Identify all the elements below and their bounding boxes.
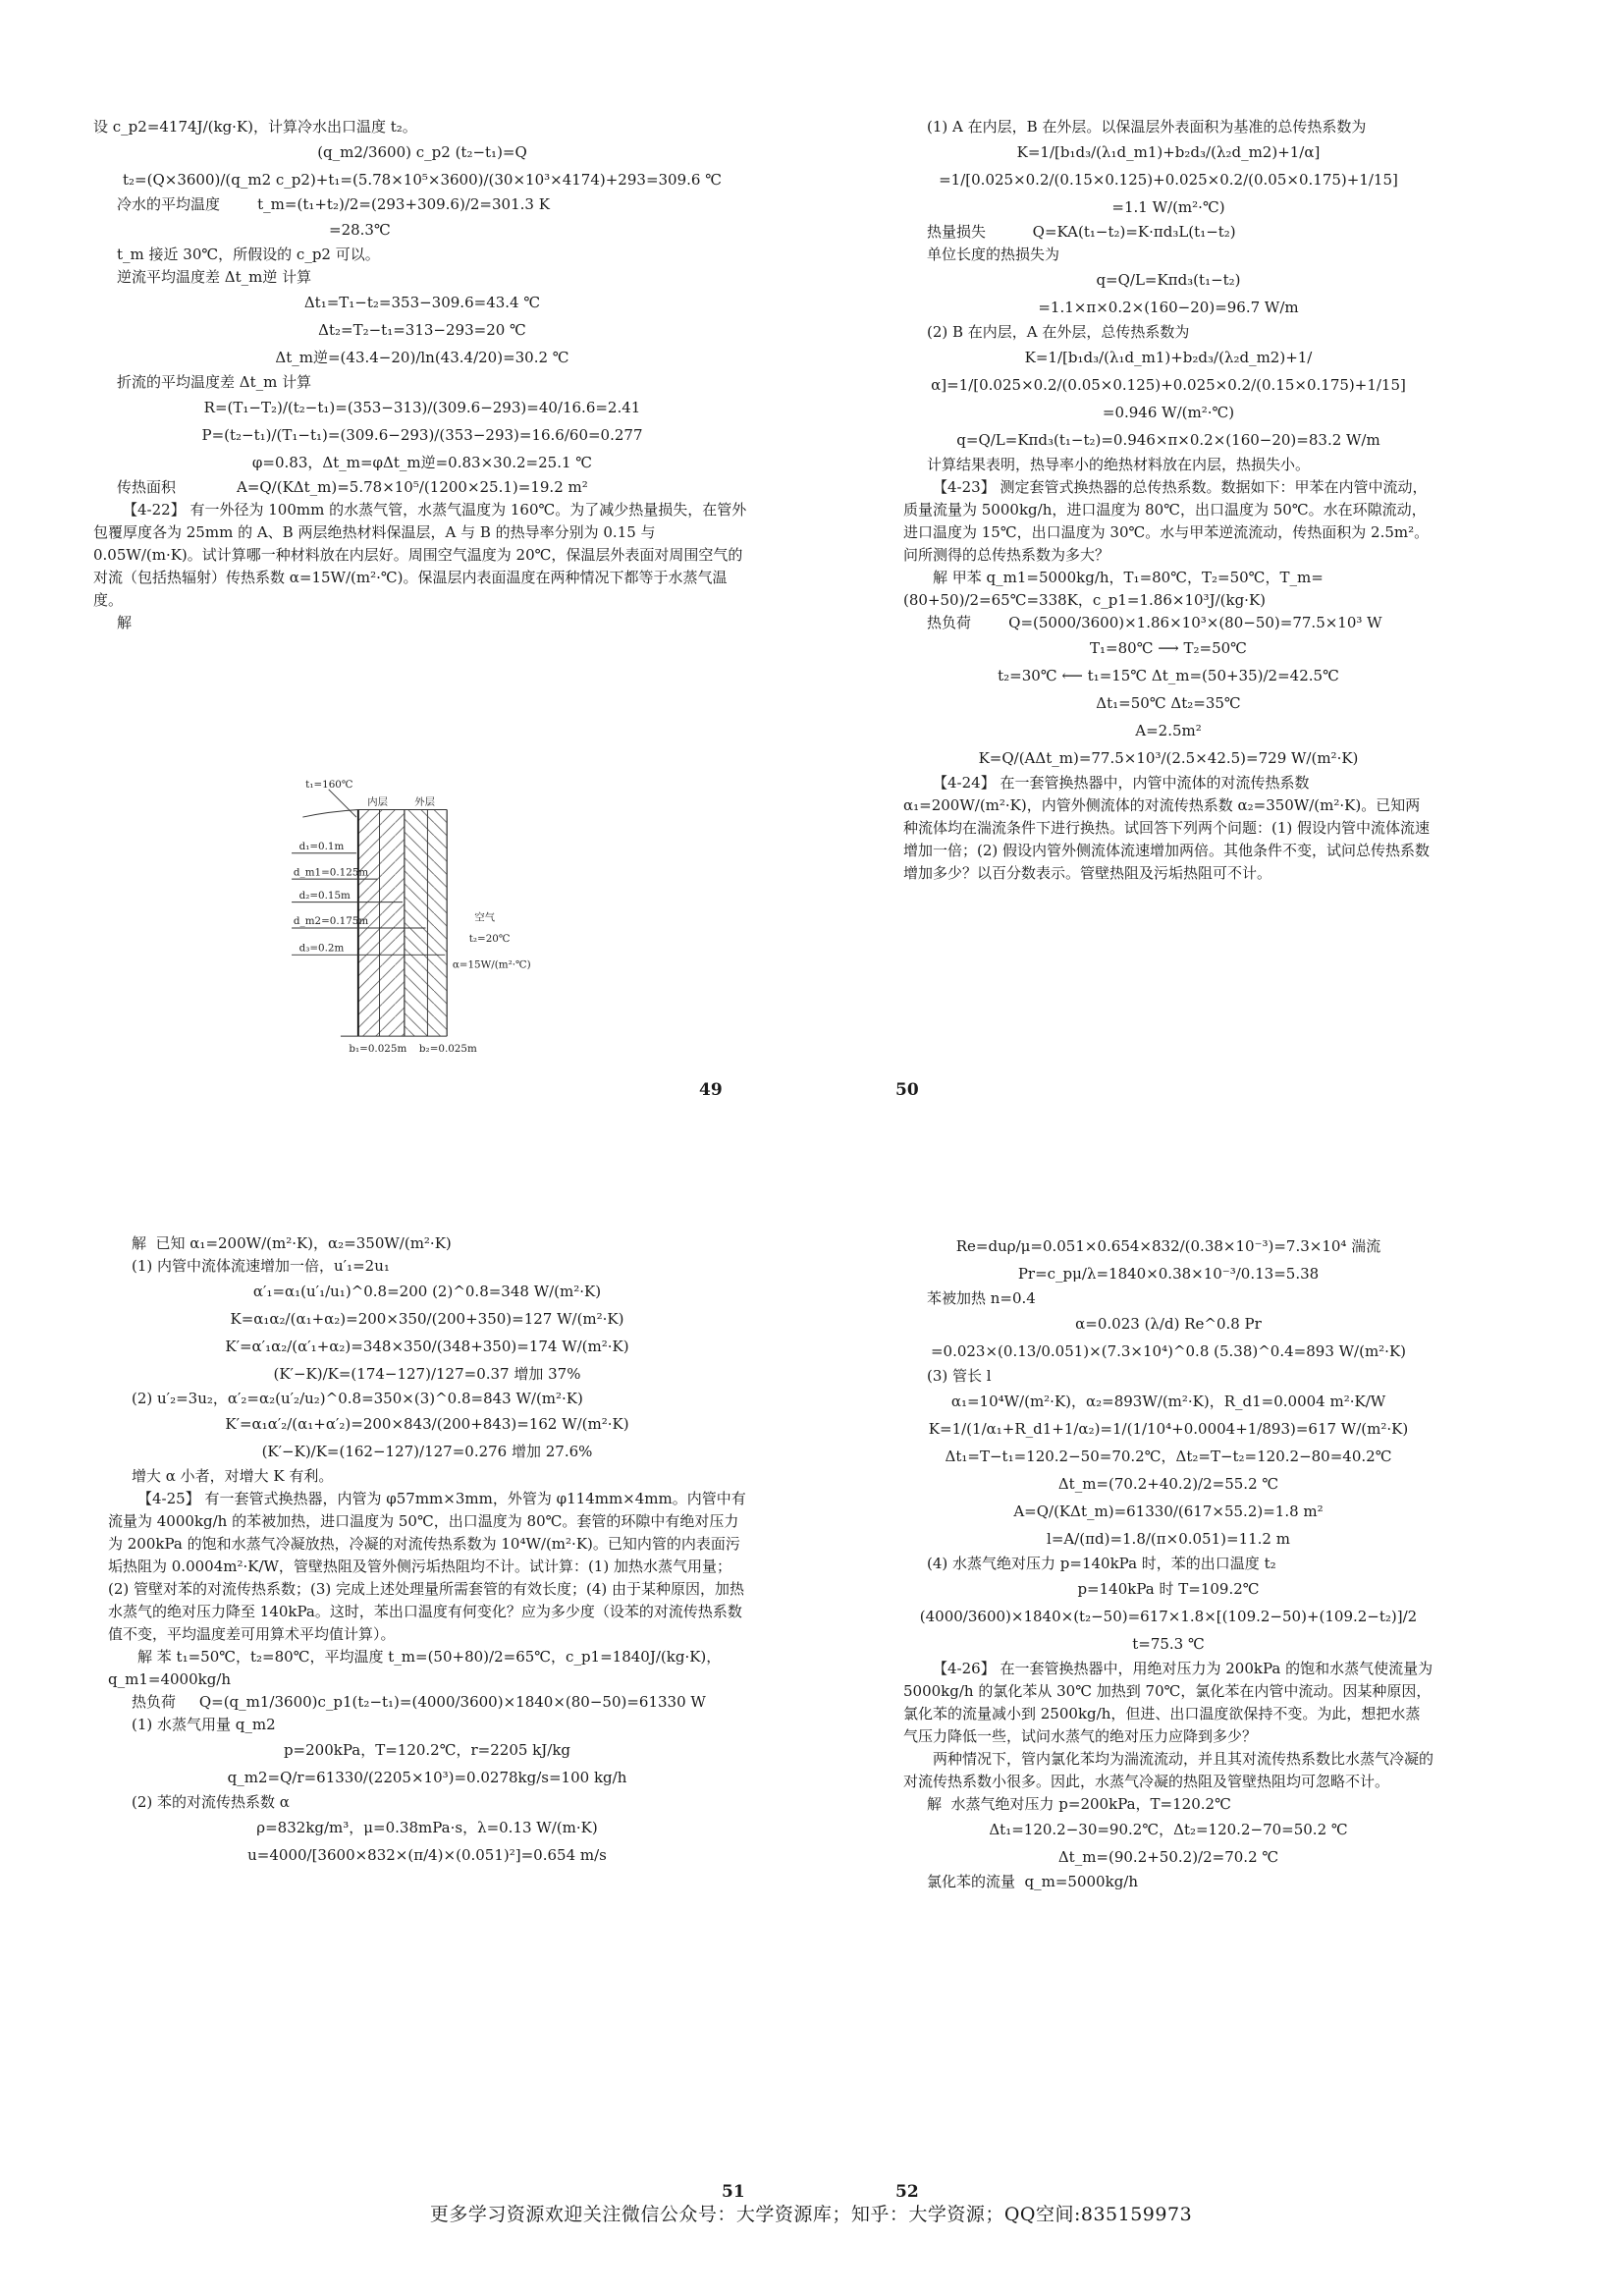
text-line: (4) 水蒸气绝对压力 p=140kPa 时，苯的出口温度 t₂ <box>927 1555 1276 1572</box>
formula-line: t₂=(Q×3600)/(q_m2 c_p2)+t₁=(5.78×10⁵×3600)/(30×10³×4174)+293=309.6 ℃ <box>123 171 722 189</box>
formula-line: K=1/[b₁d₃/(λ₁d_m1)+b₂d₃/(λ₂d_m2)+1/α] <box>1016 143 1321 161</box>
text-line: 逆流平均温度差 Δt_m逆 计算 <box>117 268 312 286</box>
page-number: 52 <box>895 2182 919 2202</box>
formula-line: p=140kPa 时 T=109.2℃ <box>1077 1580 1260 1598</box>
text-line: (2) u′₂=3u₂，α′₂=α₂(u′₂/u₂)^0.8=350×(3)^0.8=843 W/(m²·K) <box>132 1390 583 1407</box>
formula-line: (K′−K)/K=(162−127)/127=0.276 增加 27.6% <box>261 1443 593 1460</box>
steam-temp-label: t₁=160℃ <box>305 778 353 791</box>
formula-line: u=4000/[3600×832×(π/4)×(0.051)²]=0.654 m/s <box>247 1846 607 1864</box>
formula-line: l=A/(πd)=1.8/(π×0.051)=11.2 m <box>1047 1530 1290 1548</box>
formula-line: Δt₁=120.2−30=90.2℃，Δt₂=120.2−70=50.2 ℃ <box>989 1821 1348 1838</box>
air-temp-label: t₂=20℃ <box>468 933 511 946</box>
formula-line: =1/[0.025×0.2/(0.15×0.125)+0.025×0.2/(0.05×0.175)+1/15] <box>939 171 1398 189</box>
text-line: 热量损失 Q=KA(t₁−t₂)=K·πd₃L(t₁−t₂) <box>927 223 1236 241</box>
text-line: 传热面积 A=Q/(KΔt_m)=5.78×10⁵/(1200×25.1)=19.2 m² <box>117 478 588 496</box>
d2-label: d₂=0.15m <box>298 889 351 902</box>
text-line: 增大 α 小者，对增大 K 有利。 <box>132 1467 334 1485</box>
b1-label: b₁=0.025m <box>349 1043 407 1056</box>
formula-line: Re=duρ/μ=0.051×0.654×832/(0.38×10⁻³)=7.3×10⁴ 湍流 <box>955 1237 1381 1255</box>
d1-label: d₁=0.1m <box>298 841 345 852</box>
formula-line: K′=α′₁α₂/(α′₁+α₂)=348×350/(348+350)=174 W/(m²·K) <box>225 1338 629 1355</box>
formula-line: Δt_m逆=(43.4−20)/ln(43.4/20)=30.2 ℃ <box>275 349 569 366</box>
formula-line: Δt₁=50℃ Δt₂=35℃ <box>1096 694 1241 712</box>
text-line: (2) B 在内层，A 在外层，总传热系数为 <box>927 323 1190 341</box>
dm1-label: d_m1=0.125m <box>293 866 369 879</box>
outer-layer <box>405 810 447 1037</box>
paragraph: 【4-25】 有一套管式换热器，内管为 φ57mm×3mm，外管为 φ114mm×4mm。内管中有流量为 4000kg/h 的苯被加热，进口温度为 50℃，出口温度为 80℃。套管的环隙中有绝对压力为 200kPa 的饱和水蒸气冷凝放热，冷凝的对流传热系数为 10⁴W/(m²·K)。已知内管的内表面污垢热阻为 0.0004m²·K/W，管壁热阻及管外侧污垢热阻均不计。试计算：(1) 加热水蒸气用量；(2) 管壁对苯的对流传热系数；(3) 完成上述处理量所需套管的有效长度；(4) 由于某种原因，加热水蒸气的绝对压力降至 140kPa。这时，苯出口温度有何变化？应为多少度（设苯的对流传热系数值不变，平均温度差可用算术平均值计算）。 <box>108 1490 746 1643</box>
insulation-layer-diagram <box>216 771 589 1085</box>
text-line: (3) 管长 l <box>927 1367 992 1385</box>
formula-line: (K′−K)/K=(174−127)/127=0.37 增加 37% <box>273 1365 581 1383</box>
page-50 <box>903 116 1433 885</box>
formula-line: α′₁=α₁(u′₁/u₁)^0.8=200 (2)^0.8=348 W/(m²·K) <box>252 1283 602 1300</box>
text-line: 解 水蒸气绝对压力 p=200kPa，T=120.2℃ <box>927 1795 1231 1813</box>
d3-label: d₃=0.2m <box>298 942 345 955</box>
text-line: 热负荷 Q=(q_m1/3600)c_p1(t₂−t₁)=(4000/3600)×1840×(80−50)=61330 W <box>132 1693 706 1711</box>
formula-line: φ=0.83，Δt_m=φΔt_m逆=0.83×30.2=25.1 ℃ <box>251 454 593 471</box>
page-number: 51 <box>722 2182 745 2202</box>
formula-line: ρ=832kg/m³，μ=0.38mPa·s，λ=0.13 W/(m·K) <box>256 1819 598 1836</box>
text-line: (1) 内管中流体流速增加一倍，u′₁=2u₁ <box>132 1257 390 1275</box>
formula-line: Δt₁=T₁−t₂=353−309.6=43.4 ℃ <box>303 294 541 311</box>
paragraph: 解 甲苯 q_m1=5000kg/h，T₁=80℃，T₂=50℃，T_m=(80+50)/2=65℃=338K，c_p1=1.86×10³J/(kg·K) <box>903 569 1324 609</box>
page-number: 49 <box>699 1080 723 1100</box>
formula-line: α₁=10⁴W/(m²·K)，α₂=893W/(m²·K)，R_d1=0.0004 m²·K/W <box>950 1393 1386 1410</box>
text-line: 单位长度的热损失为 <box>927 246 1060 263</box>
formula-line: Pr=c_pμ/λ=1840×0.38×10⁻³/0.13=5.38 <box>1017 1265 1320 1283</box>
text-line: 冷水的平均温度 t_m=(t₁+t₂)/2=(293+309.6)/2=301.3 K <box>117 195 550 213</box>
page-52 <box>903 1232 1433 1893</box>
formula-line: =1.1×π×0.2×(160−20)=96.7 W/m <box>1038 299 1299 316</box>
formula-line: α=0.023 (λ/d) Re^0.8 Pr <box>1075 1315 1262 1333</box>
dm2-label: d_m2=0.175m <box>293 915 369 928</box>
formula-line: =28.3℃ <box>329 221 391 239</box>
text-line: 解 已知 α₁=200W/(m²·K)，α₂=350W/(m²·K) <box>132 1234 452 1252</box>
text-line: 计算结果表明，热导率小的绝热材料放在内层，热损失小。 <box>927 456 1311 473</box>
text-line: 氯化苯的流量 q_m=5000kg/h <box>927 1873 1139 1890</box>
formula-line: T₁=80℃ ⟶ T₂=50℃ <box>1090 639 1247 657</box>
air-label: 空气 <box>474 911 496 924</box>
text-line: 折流的平均温度差 Δt_m 计算 <box>117 373 312 391</box>
page-49 <box>93 116 751 634</box>
page-51 <box>108 1232 746 1869</box>
formula-line: K′=α₁α′₂/(α₁+α′₂)=200×843/(200+843)=162 W/(m²·K) <box>225 1415 629 1433</box>
formula-line: t=75.3 ℃ <box>1132 1635 1205 1653</box>
text-line: 苯被加热 n=0.4 <box>927 1289 1036 1307</box>
paragraph: 解 苯 t₁=50℃，t₂=80℃，平均温度 t_m=(50+80)/2=65℃，c_p1=1840J/(kg·K)，q_m1=4000kg/h <box>108 1648 722 1688</box>
formula-line: =0.946 W/(m²·℃) <box>1102 404 1235 421</box>
formula-line: =0.023×(0.13/0.051)×(7.3×10⁴)^0.8 (5.38)^0.4=893 W/(m²·K) <box>930 1342 1407 1360</box>
b2-label: b₂=0.025m <box>418 1043 477 1056</box>
paragraph: 【4-24】 在一套管换热器中，内管中流体的对流传热系数 α₁=200W/(m²·K)，内管外侧流体的对流传热系数 α₂=350W/(m²·K)。已知两种流体均在湍流条件下进行换热。试回答下列两个问题：(1) 假设内管中流体流速增加一倍；(2) 假设内管外侧流体流速增加两倍。其他条件不变，试问总传热系数增加多少？以百分数表示。管壁热阻及污垢热阻可不计。 <box>903 774 1431 882</box>
footer-promo-text: 更多学习资源欢迎关注微信公众号：大学资源库；知乎：大学资源；QQ空间:835159973 <box>429 2204 1193 2225</box>
formula-line: (q_m2/3600) c_p2 (t₂−t₁)=Q <box>317 143 527 161</box>
page-number: 50 <box>895 1080 919 1100</box>
text-line: (1) 水蒸气用量 q_m2 <box>132 1716 276 1733</box>
text-line: (2) 苯的对流传热系数 α <box>132 1793 290 1811</box>
text-line: 解 <box>117 614 133 631</box>
formula-line: K=Q/(AΔt_m)=77.5×10³/(2.5×42.5)=729 W/(m²·K) <box>978 749 1359 767</box>
formula-line: (4000/3600)×1840×(t₂−50)=617×1.8×[(109.2−50)+(109.2−t₂)]/2 <box>919 1608 1418 1625</box>
formula-line: Δt₁=T−t₁=120.2−50=70.2℃，Δt₂=T−t₂=120.2−80=40.2℃ <box>945 1448 1392 1465</box>
text-line: t_m 接近 30℃，所假设的 c_p2 可以。 <box>117 246 380 263</box>
formula-line: A=2.5m² <box>1135 722 1202 739</box>
formula-line: t₂=30℃ ⟵ t₁=15℃ Δt_m=(50+35)/2=42.5℃ <box>998 667 1339 684</box>
formula-line: Δt_m=(70.2+40.2)/2=55.2 ℃ <box>1057 1475 1279 1493</box>
formula-line: q=Q/L=Kπd₃(t₁−t₂)=0.946×π×0.2×(160−20)=83.2 W/m <box>956 431 1380 449</box>
formula-line: R=(T₁−T₂)/(t₂−t₁)=(353−313)/(309.6−293)=40/16.6=2.41 <box>203 399 641 416</box>
paragraph: 【4-23】 测定套管式换热器的总传热系数。数据如下：甲苯在内管中流动，质量流量为 5000kg/h，进口温度为 80℃，出口温度为 50℃。水在环隙流动，进口温度为 15℃，出口温度为 30℃。水与甲苯逆流流动，传热面积为 2.5m²。问所测得的总传热系数为多大？ <box>903 478 1430 564</box>
formula-line: p=200kPa，T=120.2℃，r=2205 kJ/kg <box>283 1741 571 1759</box>
paragraph: 两种情况下，管内氯化苯均为湍流流动，并且其对流传热系数比水蒸气冷凝的对流传热系数小很多。因此，水蒸气冷凝的热阻及管壁热阻均可忽略不计。 <box>903 1750 1434 1790</box>
paragraph: 【4-22】 有一外径为 100mm 的水蒸气管，水蒸气温度为 160℃。为了减少热量损失，在管外包覆厚度各为 25mm 的 A、B 两层绝热材料保温层，A 与 B 的热导率分别为 0.15 与 0.05W/(m·K)。试计算哪一种材料放在内层好。周围空气温度为 20℃，保温层外表面对周围空气的对流（包括热辐射）传热系数 α=15W/(m²·℃)。保温层内表面温度在两种情况下都等于水蒸气温度。 <box>93 501 747 609</box>
formula-line: K=1/(1/α₁+R_d1+1/α₂)=1/(1/10⁴+0.0004+1/893)=617 W/(m²·K) <box>928 1420 1409 1438</box>
inner-layer-label: 内层 <box>367 795 388 808</box>
text-line: (1) A 在内层，B 在外层。以保温层外表面积为基准的总传热系数为 <box>927 118 1367 136</box>
formula-line: =1.1 W/(m²·℃) <box>1111 198 1225 216</box>
formula-line: K=α₁α₂/(α₁+α₂)=200×350/(200+350)=127 W/(m²·K) <box>230 1310 624 1328</box>
formula-line: q=Q/L=Kπd₃(t₁−t₂) <box>1096 271 1241 289</box>
formula-line: K=1/[b₁d₃/(λ₁d_m1)+b₂d₃/(λ₂d_m2)+1/α]=1/[0.025×0.2/(0.05×0.125)+0.025×0.2/(0.15×0.175)+1/15] <box>931 349 1406 394</box>
formula-line: q_m2=Q/r=61330/(2205×10³)=0.0278kg/s=100 kg/h <box>227 1769 627 1786</box>
paragraph: 【4-26】 在一套管换热器中，用绝对压力为 200kPa 的饱和水蒸气使流量为 5000kg/h 的氯化苯从 30℃ 加热到 70℃，氯化苯在内管中流动。因某种原因，氯化苯的流量减小到 2500kg/h，但进、出口温度欲保持不变。为此，想把水蒸气压力降低一些，试问水蒸气的绝对压力应降到多少？ <box>903 1660 1433 1745</box>
alpha-label: α=15W/(m²·℃) <box>452 958 531 971</box>
outer-layer-label: 外层 <box>414 795 435 808</box>
formula-line: Δt_m=(90.2+50.2)/2=70.2 ℃ <box>1057 1848 1279 1866</box>
formula-line: A=Q/(KΔt_m)=61330/(617×55.2)=1.8 m² <box>1013 1503 1324 1520</box>
formula-line: P=(t₂−t₁)/(T₁−t₁)=(309.6−293)/(353−293)=16.6/60=0.277 <box>201 426 643 444</box>
text-line: 设 c_p2=4174J/(kg·K)，计算冷水出口温度 t₂。 <box>93 118 417 136</box>
formula-line: Δt₂=T₂−t₁=313−293=20 ℃ <box>318 321 526 339</box>
text-line: 热负荷 Q=(5000/3600)×1.86×10³×(80−50)=77.5×10³ W <box>927 614 1382 631</box>
